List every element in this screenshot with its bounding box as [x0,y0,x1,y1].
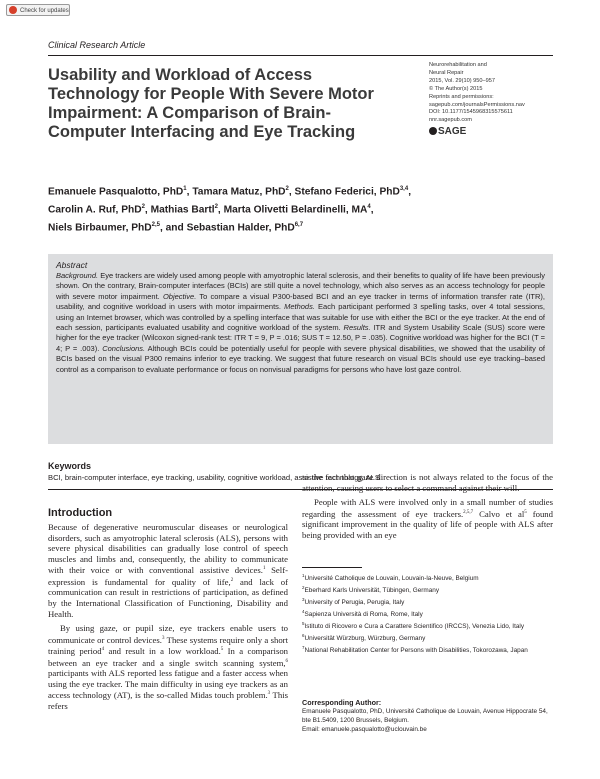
citation-ref: 3 [267,691,271,697]
abstract-conclusions: Although BCIs could be potentially useful for people with severe physical disabilities, we showed that the usability of BCIs based on the visual P300 remains inferior to eye tracking. We suggest that future research on visual BCIs should use eye tracking–based control as a comparison to evaluate performance or focus on nonvisual paradigms for persons who have lost gaze control. [56,343,546,374]
affiliation-number: 4 [302,608,305,614]
body-text: This refers [48,690,288,711]
affiliation-item [302,608,553,620]
body-paragraph [302,472,553,493]
body-text: These systems require only a short training period [48,634,288,657]
affiliation-item [302,632,553,644]
corresponding-author-address: Emanuele Pasqualotto, PhD, Université Catholique de Louvain, Avenue Hippocrate 54, bte B1.5409, 1200 Brussels, Belgium. [302,708,548,724]
affiliation-number: 1 [302,573,305,578]
affiliation-item [302,644,553,656]
affiliation-text: Université Catholique de Louvain, Louvain-la-Neuve, Belgium [304,575,479,583]
author-name: Marta Olivetti Belardinelli, MA [223,204,368,216]
corresponding-author [302,698,553,734]
affiliation-list [302,572,553,655]
body-text: In a comparison between an eye tracker and a single switch scanning system, [48,646,289,668]
author-affiliation-ref: 2 [214,203,218,210]
author-affiliation-ref: 6,7 [294,221,304,228]
author-separator: , [288,186,295,198]
body-text: Because of degenerative neuromuscular diseases or neurological disorders, such as amyotrophic lateral sclerosis (ALS), persons with severe physical disabilities can gradually lose control of speech muscles and limbs and, consequently, the ability to communicate with their voice or with conventional assistive devices. [48,522,288,576]
author-affiliation-ref: 2 [141,203,145,210]
body-text: People with ALS were involved only in a small number of studies regarding the assessment of eye trackers. [302,497,553,519]
journal-info [429,62,569,137]
citation-ref: 5 [220,647,224,653]
journal-line: Neural Repair [429,69,464,76]
affiliation-number: 6 [302,632,305,638]
check-for-updates-badge[interactable] [6,4,70,16]
body-text: and lack of communication can result in restrictions of participation, as defined by the International Classification of Functioning, Disability and Health. [48,576,288,619]
abstract-label: Methods. [284,302,315,312]
crossmark-icon [9,6,17,14]
affiliation-text: Istituto di Ricovero e Cura a Carattere Scientifico (IRCCS), Venezia Lido, Italy [304,622,525,630]
citation-ref: 6 [285,658,288,664]
author-list [48,182,448,236]
abstract-text [56,271,545,375]
abstract-label: Background. [56,271,99,280]
affiliation-number: 7 [302,644,305,650]
abstract-heading: Abstract [56,260,88,270]
affiliation-text: Sapienza Università di Roma, Rome, Italy [304,610,423,618]
corresponding-author-email[interactable]: Email: emanuele.pasqualotto@uclouvain.be [302,725,427,733]
body-paragraph [48,623,288,711]
author-name: Stefano Federici, PhD [294,186,400,198]
sage-logo-icon [429,127,437,135]
abstract-results: ITR and System Usability Scale (SUS) score were higher for the eye tracker (Wilcoxon signed-rank test: ITR T = 9, P = .016; SUS T = 12.50, P = .035). Cognitive workload was higher for the BCI (T = 4; P = .003). [56,323,545,353]
author-separator: , and [159,222,187,234]
citation-ref: 3 [161,635,165,641]
abstract-label: Objective. [162,291,197,301]
author-name: Tamara Matuz, PhD [192,186,286,198]
keywords-text: BCI, brain-computer interface, eye tracking, usability, cognitive workload, assistive technology, ALS [48,473,380,482]
abstract-label: Results. [343,323,371,333]
body-text: to the fact that gaze direction is not always related to the focus of the attention, causing users to select a command against their will. [302,472,553,493]
body-paragraph [302,497,553,540]
author-name: Carolin A. Ruf, PhD [48,204,142,216]
author-affiliation-ref: 4 [367,203,371,210]
journal-line: 2015, Vol. 29(10) 950–957 [429,77,495,84]
badge-label: Check for updates [20,8,69,14]
citation-ref: 2 [230,577,234,583]
article-category: Clinical Research Article [48,40,146,50]
body-text: By using gaze, or pupil size, eye trackers enable users to communicate or control devices. [48,623,288,645]
body-text: Calvo et al [473,508,525,519]
affiliation-item [302,620,553,632]
affiliation-item [302,596,553,608]
author-separator: , [217,204,224,216]
journal-line: Neurorehabilitation and [429,62,487,68]
journal-line[interactable]: nnr.sagepub.com [429,117,472,124]
affiliation-text: National Rehabilitation Center for Persons with Disabilities, Tokorozawa, Japan [304,646,528,654]
author-name: Niels Birbaumer, PhD [48,222,152,234]
sage-logo-text: SAGE [438,126,467,138]
affiliation-item [302,572,553,584]
keywords-heading: Keywords [48,461,92,471]
body-text: and result in a low workload. [104,646,221,657]
author-separator: , [408,186,412,198]
header-rule [48,55,553,56]
author-separator: , [144,204,151,216]
citation-ref: 4 [101,647,105,653]
affiliation-number: 2 [302,584,305,590]
abstract-background: Eye trackers are widely used among people with amyotrophic lateral sclerosis, and their benefits to quality of life have been previously shown. On the contrary, Brain-computer interfaces (BCIs) are still quite a novel technology, which also serves as an access technology for people with severe motor impairment. [56,271,545,301]
affiliation-text: University of Perugia, Perugia, Italy [304,598,405,606]
body-paragraph [48,522,288,619]
affiliation-text: Universität Würzburg, Würzburg, Germany [304,634,426,642]
body-column-left [48,522,288,711]
abstract-box [48,254,553,444]
journal-line[interactable]: sagepub.com/journalsPermissions.nav [429,101,525,108]
author-name: Sebastian Halder, PhD [186,222,295,234]
journal-line: © The Author(s) 2015 [429,85,483,92]
body-text: found significant improvement in the quality of life of people with ALS after being provided with an eye [302,508,553,540]
author-affiliation-ref: 3,4 [399,186,409,192]
sage-logo [429,126,569,137]
author-name: Emanuele Pasqualotto, PhD [48,186,184,198]
journal-line: Reprints and permissions: [429,93,494,100]
journal-line: DOI: 10.1177/1545968315575611 [429,109,513,116]
affiliation-text: Eberhard Karls Universität, Tübingen, Germany [304,587,440,595]
citation-ref: 5 [524,509,527,515]
citation-ref: 2,5,7 [463,509,474,515]
introduction-heading: Introduction [48,507,113,519]
author-affiliation-ref: 2,5 [151,221,160,228]
author-name: Mathias Bartl [150,204,215,216]
abstract-methods: Each participant performed 3 spelling tasks, over 4 total sessions, using an Internet browser, which was controlled by a spelling interface that was suitable for use with either the BCI or the eye tracker. At the end of each session, participants evaluated usability and cognitive workload of the system. [56,302,545,333]
abstract-label: Conclusions. [102,343,146,353]
body-column-right [302,472,553,540]
article-title: Usability and Workload of Access Technology for People With Severe Motor Impairment: A Comparison of Brain-Computer Interfacing and Eye Tracking [48,66,374,141]
author-affiliation-ref: 2 [285,186,289,192]
author-separator: , [370,204,374,216]
citation-ref: 1 [262,566,266,572]
footnote-rule [302,567,362,568]
author-affiliation-ref: 1 [183,186,187,192]
author-separator: , [186,186,193,198]
body-text: Self-expression is fundamental for quality of life, [48,565,288,587]
abstract-objective: To compare a visual P300-based BCI and an eye tracker in terms of information transfer rate (ITR), usability, and cognitive workload in users with motor impairments. [56,291,545,312]
body-text: participants with ALS reported less fatigue and a faster access when using the eye tracker. The main difficulty in using eye trackers as an access technology (AT), is the so-called Midas touch problem. [48,668,288,701]
affiliation-number: 5 [302,620,305,626]
corresponding-author-heading: Corresponding Author: [302,698,382,707]
affiliation-number: 3 [302,596,305,602]
affiliation-item [302,584,553,596]
